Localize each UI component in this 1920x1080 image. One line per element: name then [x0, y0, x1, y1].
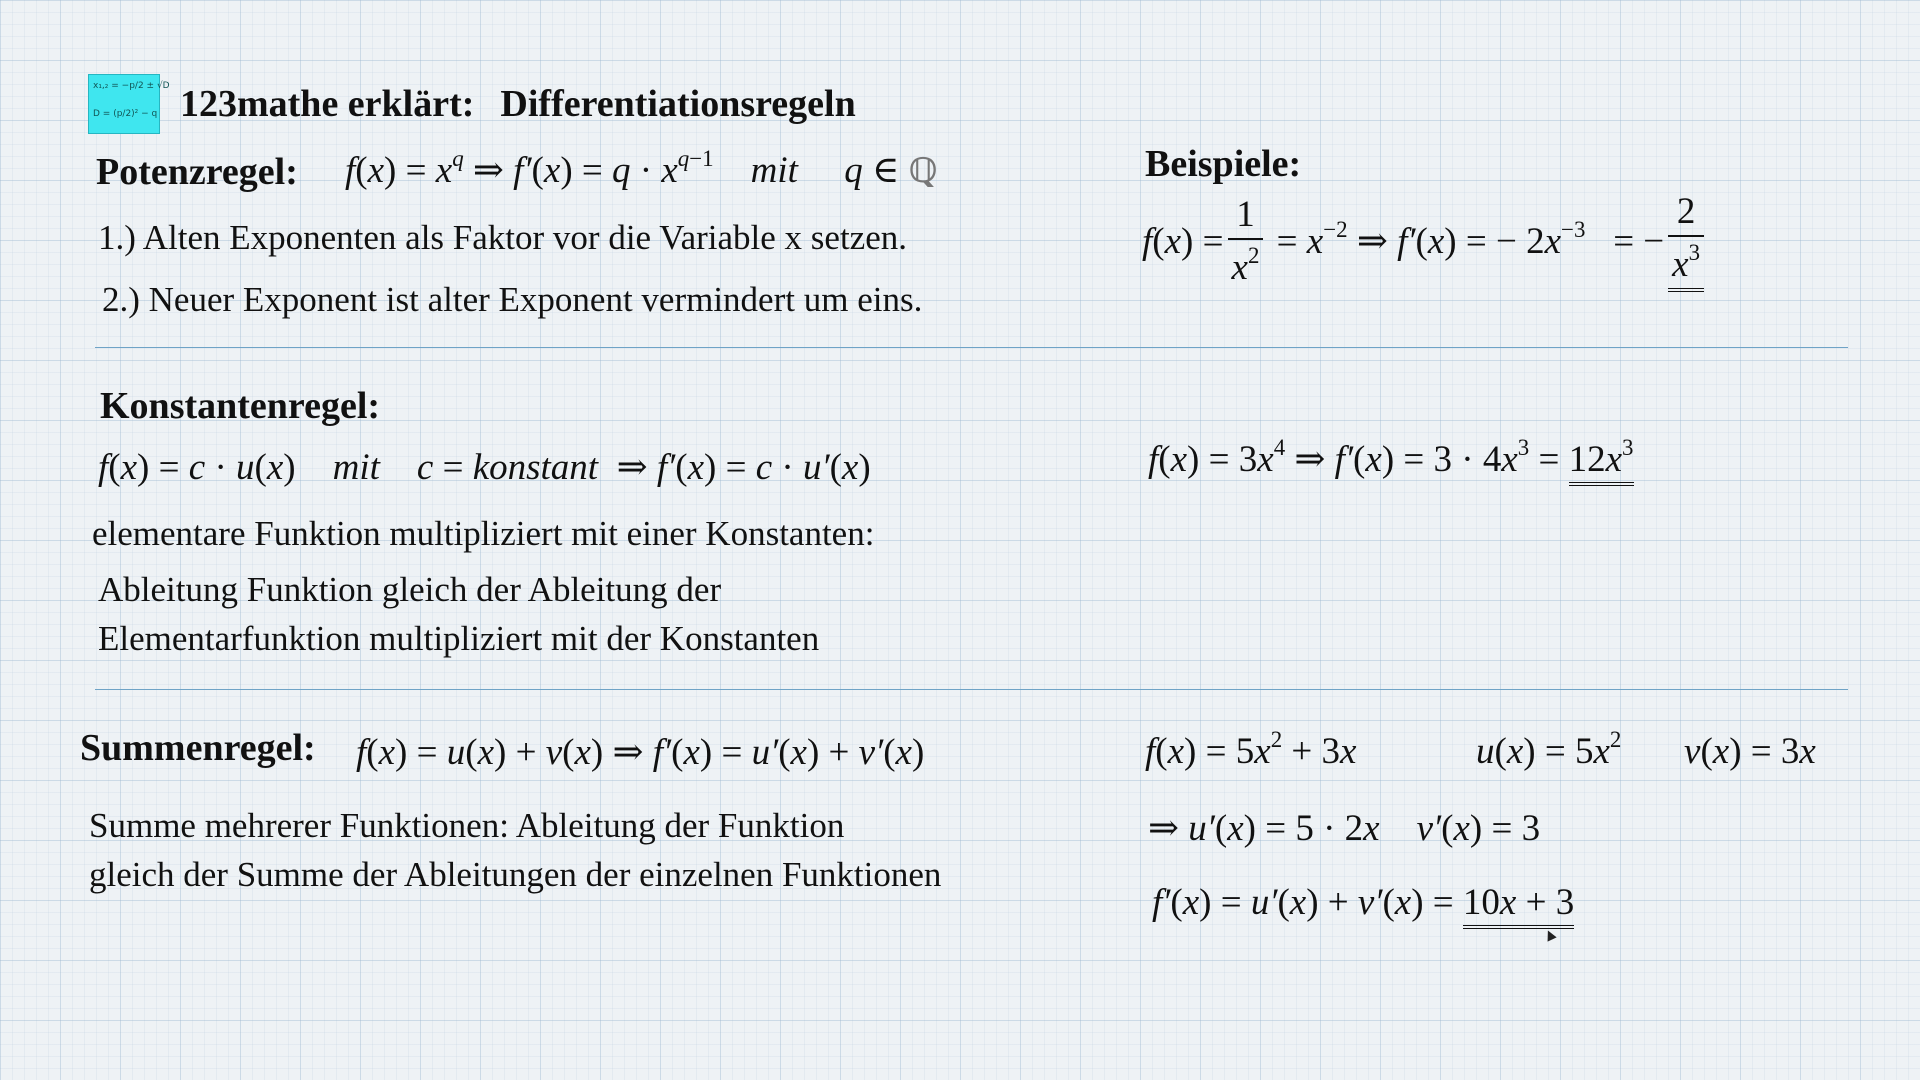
summenregel-example-v: v(x) = 3x [1684, 731, 1816, 772]
konstantenregel-example: $f(x) = 3x^4$ ⇒ $f'(x) = 3 \cdot 4x^3 = 12x^3$ [1148, 437, 1634, 481]
summenregel-example-u: $u(x) = 5x^2$ [1476, 726, 1622, 772]
summenregel-example-2: ⇒ u′(x) = 5 · 2x v′(x) = 3 [1148, 808, 1541, 849]
logo-formula-1: x₁,₂ = −p/2 ± √D [93, 81, 170, 91]
summenregel-formula: f(x) = u(x) + v(x) ⇒ f′(x) = u′(x) + v′(x) [356, 732, 925, 773]
logo-formula-2: D = (p/2)² − q [93, 109, 158, 119]
summenregel-example-3: f′(x) = u′(x) + v′(x) = 10x + 3 [1152, 881, 1574, 924]
potenzregel-step-2: 2.) Neuer Exponent ist alter Exponent vermindert um eins. [102, 280, 923, 319]
potenzregel-formula: $f(x) = x^q$ ⇒ $f'(x) = q \cdot x^{q-1}$ mit q ∈ ℚ [345, 145, 938, 191]
potenzregel-example: f(x) = $\frac{1}{x^2}$ = $x^{-2}$ ⇒ f′(x) = − $2x^{-3}$ = − $\frac{2}{x^3}$ [1142, 190, 1708, 292]
section-divider [95, 347, 1848, 348]
mit-label: mit [750, 150, 798, 191]
konstantenregel-heading: Konstantenregel: [100, 385, 381, 427]
mouse-cursor-icon [1543, 928, 1556, 941]
konstant-word: konstant [472, 447, 599, 488]
topic-title: Differentiationsregeln [500, 83, 856, 125]
page-title [180, 82, 856, 126]
summenregel-example-1: $f(x) = 5x^2 + 3x$ [1145, 726, 1357, 772]
potenzregel-step-1: 1.) Alten Exponenten als Faktor vor die Variable x setzen. [98, 218, 907, 257]
summenregel-heading: Summenregel: [80, 727, 316, 769]
potenzregel-heading: Potenzregel: [96, 151, 298, 193]
konstantenregel-text-1: elementare Funktion multipliziert mit einer Konstanten: [92, 514, 875, 553]
section-divider [95, 689, 1848, 690]
konstantenregel-text-3: Elementarfunktion multipliziert mit der Konstanten [98, 619, 820, 658]
konstantenregel-text-2: Ableitung Funktion gleich der Ableitung der [98, 570, 722, 609]
konstantenregel-formula: f(x) = c · u(x) mit c = konstant ⇒ f′(x) = c · u′(x) [98, 447, 871, 488]
mit-label: mit [332, 447, 380, 488]
brand-label: 123mathe erklärt: [180, 83, 475, 125]
beispiele-heading: Beispiele: [1145, 143, 1302, 185]
logo [88, 74, 170, 134]
summenregel-text-1: Summe mehrerer Funktionen: Ableitung der Funktion [89, 806, 845, 845]
summenregel-text-2: gleich der Summe der Ableitungen der einzelnen Funktionen [89, 855, 942, 894]
rational-set-symbol: ℚ [908, 151, 938, 191]
